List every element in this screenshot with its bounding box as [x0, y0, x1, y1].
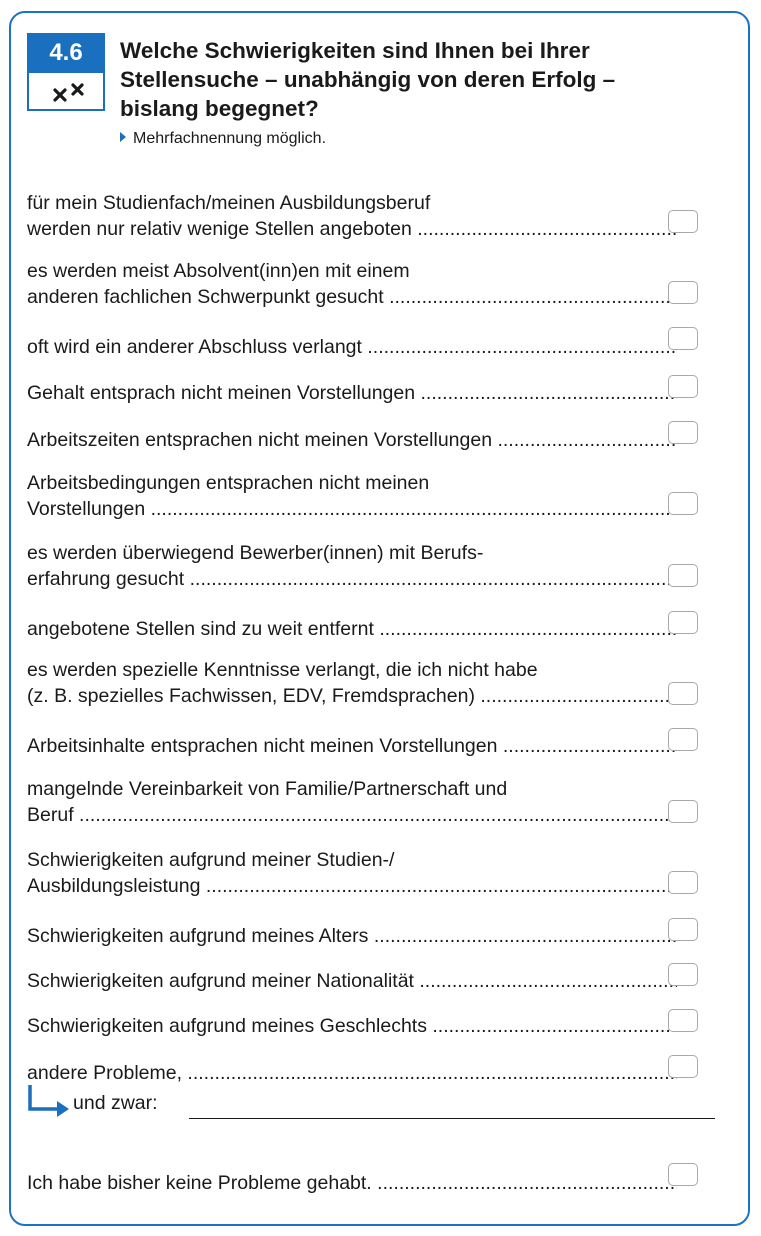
option-row: [27, 1060, 677, 1086]
option-label-line: oft wird ein anderer Abschluss verlangt: [27, 336, 362, 358]
option-label-line: Ich habe bisher keine Probleme gehabt.: [27, 1172, 372, 1194]
question-badge: [27, 33, 105, 111]
option-checkbox[interactable]: [668, 564, 698, 587]
option-label-line: Ausbildungsleistung: [27, 875, 201, 897]
elbow-arrow-icon: [27, 1085, 73, 1121]
question-number: 4.6: [27, 33, 105, 73]
option-label-line: Arbeitszeiten entsprachen nicht meinen Vorstellungen: [27, 429, 493, 451]
option-label-line: angebotene Stellen sind zu weit entfernt: [27, 618, 374, 640]
question-note: [120, 130, 326, 148]
triangle-bullet-icon: [120, 132, 126, 142]
option-label-line: Schwierigkeiten aufgrund meiner Studien-/: [27, 849, 395, 871]
option-checkbox[interactable]: [668, 728, 698, 751]
option-row: [27, 258, 677, 310]
option-row: [27, 1013, 677, 1039]
option-checkbox[interactable]: [668, 871, 698, 894]
option-label-line: Arbeitsbedingungen entsprachen nicht meinen: [27, 472, 430, 494]
cross-marks-icon: [27, 73, 105, 111]
option-label-line: (z. B. spezielles Fachwissen, EDV, Fremdsprachen): [27, 685, 475, 707]
option-checkbox[interactable]: [668, 492, 698, 515]
option-row: [27, 190, 677, 242]
option-label-line: andere Probleme,: [27, 1062, 183, 1084]
other-specify-label: und zwar:: [73, 1092, 158, 1114]
option-row: [27, 847, 677, 899]
option-row: [27, 968, 677, 994]
option-checkbox[interactable]: [668, 682, 698, 705]
option-row: [27, 733, 677, 759]
question-title-line: Stellensuche – unabhängig von deren Erfolg –: [120, 67, 616, 92]
option-row: [27, 427, 677, 453]
option-checkbox[interactable]: [668, 1009, 698, 1032]
option-label-line: werden nur relativ wenige Stellen angeboten: [27, 218, 412, 240]
other-specify: [27, 1088, 707, 1128]
option-checkbox[interactable]: [668, 1055, 698, 1078]
option-label-line: Schwierigkeiten aufgrund meines Geschlechts: [27, 1015, 427, 1037]
option-label-line: Beruf: [27, 804, 74, 826]
option-row: [27, 470, 677, 522]
option-label-line: es werden spezielle Kenntnisse verlangt, die ich nicht habe: [27, 659, 538, 681]
option-label-line: Vorstellungen: [27, 498, 146, 520]
option-checkbox[interactable]: [668, 281, 698, 304]
option-label-line: Schwierigkeiten aufgrund meiner Nationalität: [27, 970, 414, 992]
other-specify-input[interactable]: [189, 1118, 715, 1119]
option-checkbox[interactable]: [668, 611, 698, 634]
option-checkbox[interactable]: [668, 327, 698, 350]
question-note-text: Mehrfachnennung möglich.: [133, 130, 327, 147]
option-label-line: für mein Studienfach/meinen Ausbildungsberuf: [27, 192, 431, 214]
option-row: [27, 616, 677, 642]
option-row: [27, 776, 677, 828]
question-title-line: Welche Schwierigkeiten sind Ihnen bei Ihrer: [120, 38, 590, 63]
option-checkbox[interactable]: [668, 1163, 698, 1186]
option-label-line: Arbeitsinhalte entsprachen nicht meinen Vorstellungen: [27, 735, 498, 757]
question-title: [120, 36, 680, 123]
option-label-line: anderen fachlichen Schwerpunkt gesucht: [27, 286, 384, 308]
option-label-line: Gehalt entsprach nicht meinen Vorstellungen: [27, 382, 416, 404]
option-label-line: es werden meist Absolvent(inn)en mit einem: [27, 260, 410, 282]
option-row: [27, 334, 677, 360]
option-checkbox[interactable]: [668, 375, 698, 398]
option-label-line: mangelnde Vereinbarkeit von Familie/Partnerschaft und: [27, 778, 508, 800]
option-row: [27, 657, 677, 709]
option-checkbox[interactable]: [668, 210, 698, 233]
option-checkbox[interactable]: [668, 421, 698, 444]
option-label-line: es werden überwiegend Bewerber(innen) mit Berufs-: [27, 542, 484, 564]
option-checkbox[interactable]: [668, 800, 698, 823]
option-checkbox[interactable]: [668, 918, 698, 941]
option-checkbox[interactable]: [668, 963, 698, 986]
option-row: [27, 1170, 677, 1196]
option-label-line: Schwierigkeiten aufgrund meines Alters: [27, 925, 369, 947]
option-row: [27, 923, 677, 949]
option-row: [27, 540, 677, 592]
option-label-line: erfahrung gesucht: [27, 568, 185, 590]
option-row: [27, 380, 677, 406]
question-title-line: bislang begegnet?: [120, 96, 319, 121]
